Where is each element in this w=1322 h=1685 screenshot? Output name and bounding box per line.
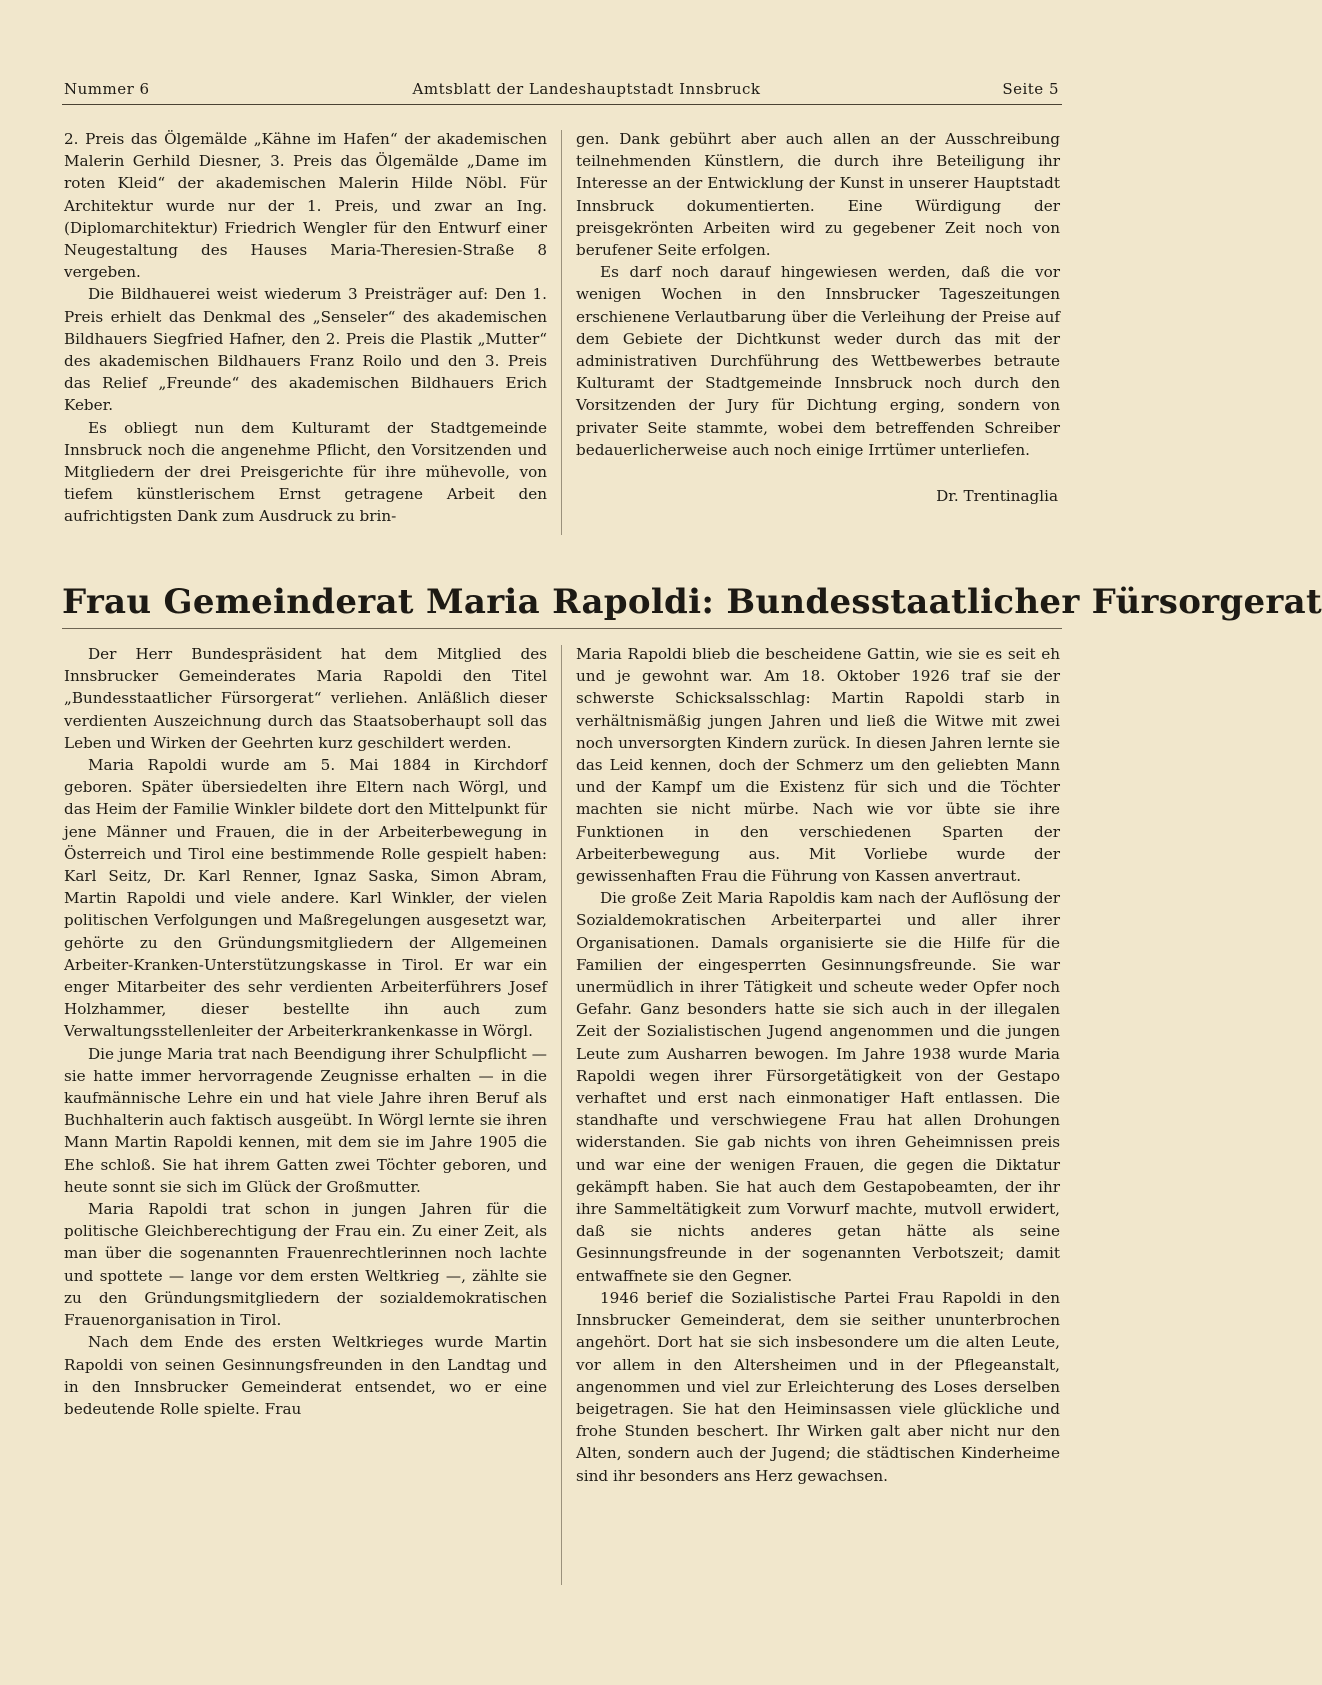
paragraph: 1946 berief die Sozialistische Partei Frau Rapoldi in den Innsbrucker Gemeinderat, dem sie seither ununterbrochen angehört. Dort hat sie sich insbesondere um die alten Leute, vor allem in den Altersheimen und in der Pflegeanstalt, angenommen und viel zur Erleichterung des Loses derselben beigetragen. Sie hat den Heiminsassen viele glückliche und frohe Stunden beschert. Ihr Wirken galt aber nicht nur den Alten, sondern auch der Jugend; die städtischen Kinderheime sind ihr besonders ans Herz gewachsen.: [576, 1288, 1060, 1485]
paragraph: 2. Preis das Ölgemälde „Kähne im Hafen“ der akademischen Malerin Gerhild Diesner, 3. Preis das Ölgemälde „Dame im roten Kleid“ der akademischen Malerin Hilde Nöbl. Für Architektur wurde nur der 1. Preis, und zwar an Ing. (Diplomarchitektur) Friedrich Wengler für den Entwurf einer Neugestaltung des Hauses Maria-Theresien-Straße 8 vergeben.: [64, 130, 547, 282]
paragraph: Nach dem Ende des ersten Weltkrieges wurde Martin Rapoldi von seinen Gesinnungsfreunden in den Landtag und in den Innsbrucker Gemeinderat entsendet, wo er eine bedeutende Rolle spielte. Frau: [64, 1333, 547, 1418]
top-column-left: [64, 128, 547, 540]
publication-title: Amtsblatt der Landeshauptstadt Innsbruck: [412, 80, 761, 98]
header-rule: [62, 104, 1062, 105]
paragraph: Es obliegt nun dem Kulturamt der Stadtgemeinde Innsbruck noch die angenehme Pflicht, den Vorsitzenden und Mitgliedern der drei Preisgerichte für ihre mühevolle, von tiefem künstlerischem Ernst getragene Arbeit den aufrichtigsten Dank zum Ausdruck zu brin-: [64, 418, 547, 526]
paragraph: Die große Zeit Maria Rapoldis kam nach der Auflösung der Sozialdemokratischen Arbeiterpartei und aller ihrer Organisationen. Damals organisierte sie die Hilfe für die Familien der eingesperrten Gesinnungsfreunde. Sie war unermüdlich in ihrer Tätigkeit und scheute weder Opfer noch Gefahr. Ganz besonders hatte sie sich auch in der illegalen Zeit der Sozialistischen Jugend angenommen und die jungen Leute zum Ausharren bewogen. Im Jahre 1938 wurde Maria Rapoldi wegen ihrer Fürsorgetätigkeit von der Gestapo verhaftet und erst nach einmonatiger Haft entlassen. Die standhafte und verschwiegene Frau hat allen Drohungen widerstanden. Sie gab nichts von ihren Geheimnissen preis und war eine der wenigen Frauen, die gegen die Diktatur gekämpft haben. Sie hat auch dem Gestapobeamten, der ihr ihre Sammeltätigkeit zum Vorwurf machte, mutvoll erwidert, daß sie nichts anderes getan hätte als seine Gesinnungsfreunde in der sogenannten Verbotszeit; damit entwaffnete sie den Gegner.: [576, 889, 1060, 1285]
article-column-right: [576, 643, 1060, 1593]
top-column-right: [576, 128, 1060, 512]
paragraph: Es darf noch darauf hingewiesen werden, daß die vor wenigen Wochen in den Innsbrucker Tageszeitungen erschienene Verlautbarung über die Verleihung der Preise auf dem Gebiete der Dichtkunst weder durch das mit der administrativen Durchführung des Wettbewerbes betraute Kulturamt der Stadtgemeinde Innsbruck noch durch den Vorsitzenden der Jury für Dichtung erging, sondern von privater Seite stammte, wobei dem betreffenden Schreiber bedauerlicherweise auch noch einige Irrtümer unterliefen.: [576, 263, 1060, 459]
author-signature: Dr. Trentinaglia: [936, 487, 1058, 505]
headline-rule: [62, 628, 1062, 629]
page-indicator: Seite 5: [1002, 80, 1059, 98]
article-column-left: [64, 643, 547, 1593]
article-headline: Frau Gemeinderat Maria Rapoldi: Bundesstaatlicher Fürsorgerat: [62, 582, 1322, 622]
paragraph: Maria Rapoldi wurde am 5. Mai 1884 in Kirchdorf geboren. Später übersiedelten ihre Eltern nach Wörgl, und das Heim der Familie Winkler bildete dort den Mittelpunkt für jene Männer und Frauen, die in der Arbeiterbewegung in Österreich und Tirol eine bestimmende Rolle gespielt haben: Karl Seitz, Dr. Karl Renner, Ignaz Saska, Simon Abram, Martin Rapoldi und viele andere. Karl Winkler, der vielen politischen Verfolgungen und Maßregelungen ausgesetzt war, gehörte zu den Gründungsmitgliedern der Allgemeinen Arbeiter-Kranken-Unterstützungskasse in Tirol. Er war ein enger Mitarbeiter des sehr verdienten Arbeiterführers Josef Holzhammer, dieser bestellte ihn auch zum Verwaltungsstellenleiter der Arbeiterkrankenkasse in Wörgl.: [64, 756, 547, 1041]
paragraph: Die Bildhauerei weist wiederum 3 Preisträger auf: Den 1. Preis erhielt das Denkmal des „Senseler“ des akademischen Bildhauers Siegfried Hafner, den 2. Preis die Plastik „Mutter“ des akademischen Bildhauers Franz Roilo und den 3. Preis das Relief „Freunde“ des akademischen Bildhauers Erich Keber.: [64, 285, 547, 415]
paragraph: gen. Dank gebührt aber auch allen an der Ausschreibung teilnehmenden Künstlern, die durch ihre Beteiligung ihr Interesse an der Entwicklung der Kunst in unserer Hauptstadt Innsbruck dokumentierten. Eine Würdigung der preisgekrönten Arbeiten wird zu gegebener Zeit noch von berufener Seite erfolgen.: [576, 130, 1060, 260]
paragraph: Der Herr Bundespräsident hat dem Mitglied des Innsbrucker Gemeinderates Maria Rapoldi den Titel „Bundesstaatlicher Fürsorgerat“ verliehen. Anläßlich dieser verdienten Auszeichnung durch das Staatsoberhaupt soll das Leben und Wirken der Geehrten kurz geschildert werden.: [64, 645, 547, 752]
column-divider: [561, 130, 562, 535]
paragraph: Die junge Maria trat nach Beendigung ihrer Schulpflicht — sie hatte immer hervorragende Zeugnisse erhalten — in die kaufmännische Lehre ein und hat viele Jahre ihren Beruf als Buchhalterin auch faktisch ausgeübt. In Wörgl lernte sie ihren Mann Martin Rapoldi kennen, mit dem sie im Jahre 1905 die Ehe schloß. Sie hat ihrem Gatten zwei Töchter geboren, und heute sonnt sie sich im Glück der Großmutter.: [64, 1044, 547, 1196]
column-divider: [561, 645, 562, 1585]
paragraph: Maria Rapoldi trat schon in jungen Jahren für die politische Gleichberechtigung der Frau ein. Zu einer Zeit, als man über die sogenannten Frauenrechtlerinnen noch lachte und spottete — lange vor dem ersten Weltkrieg —, zählte sie zu den Gründungsmitgliedern der sozialdemokratischen Frauenorganisation in Tirol.: [64, 1200, 547, 1330]
page-number-label: Nummer 6: [64, 80, 150, 98]
paragraph: Maria Rapoldi blieb die bescheidene Gattin, wie sie es seit eh und je gewohnt war. Am 18. Oktober 1926 traf sie der schwerste Schicksalsschlag: Martin Rapoldi starb in verhältnismäßig jungen Jahren und ließ die Witwe mit zwei noch unversorgten Kindern zurück. In diesen Jahren lernte sie das Leid kennen, doch der Schmerz um den geliebten Mann und der Kampf um die Existenz für sich und die Töchter machten sie nicht mürbe. Nach wie vor übte sie ihre Funktionen in den verschiedenen Sparten der Arbeiterbewegung aus. Mit Vorliebe wurde der gewissenhaften Frau die Führung von Kassen anvertraut.: [576, 645, 1060, 886]
